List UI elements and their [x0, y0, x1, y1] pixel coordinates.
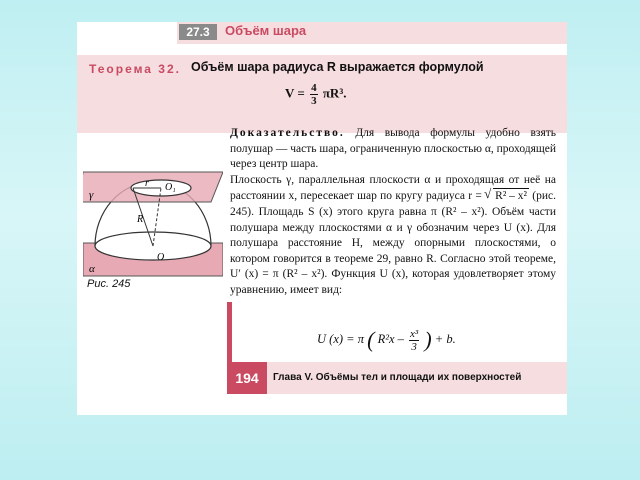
sqrt-expression: √ R² – x² [493, 188, 529, 205]
theorem-statement: Объём шара радиуса R выражается формулой [191, 60, 484, 74]
figure-caption: Рис. 245 [87, 278, 131, 290]
section-title: Объём шара [225, 23, 307, 38]
final-numerator: x³ [410, 327, 419, 340]
final-denominator: 3 [411, 340, 417, 353]
final-formula [317, 327, 456, 353]
formula-fraction [310, 82, 318, 107]
footer-accent-bar [227, 302, 232, 364]
formula-denominator: 3 [311, 95, 317, 107]
final-inner: R²x – [377, 331, 404, 346]
paren-close-icon: ) [424, 327, 432, 352]
formula-right: πR³. [322, 85, 347, 101]
label-o: O [157, 252, 165, 263]
proof-paragraph-1: Для вывода формулы удобно взять полушар — часть шара, ограниченную плоскостью α, проходящей через центр шара. [230, 127, 557, 171]
label-o1: O₁ [165, 182, 176, 193]
page-number: 194 [227, 362, 267, 394]
label-alpha: α [89, 263, 95, 275]
final-left: U (x) = π [317, 331, 364, 346]
proof-paragraph-2b: (рис. 245). Площадь S (x) этого круга равна π (R² – x²). Объём части полушара между плоскостями α и γ обозначим через U (x). Для полушара расстояние H, между опорными плоскостями, о котором говорится в теореме 29, равно R. Согласно этой теореме, U′ (x) = π (R² – x²). Функция U (x), которая удовлетворяет этому уравнению, имеет вид: [230, 190, 557, 296]
final-fraction [409, 328, 419, 353]
textbook-page [77, 22, 567, 415]
theorem-formula [285, 82, 346, 107]
paren-open-icon: ( [367, 327, 375, 352]
theorem-label: Теорема 32. [89, 62, 181, 76]
label-gamma: γ [89, 189, 94, 201]
hemisphere-figure [83, 168, 223, 278]
label-R: R [137, 214, 144, 225]
label-r: r [145, 178, 149, 189]
proof-text [230, 126, 556, 299]
final-right: + b. [434, 331, 456, 346]
formula-numerator: 4 [311, 82, 317, 94]
chapter-title: Глава V. Объёмы тел и площади их поверхностей [273, 372, 522, 383]
proof-heading: Доказательство. [230, 127, 345, 139]
proof-paragraph-2a: Плоскость γ, параллельная плоскости α и проходящая от неё на расстоянии x, пересекает шар по кругу радиуса r = [230, 173, 556, 203]
formula-left: V = [285, 85, 305, 101]
section-number: 27.3 [179, 24, 217, 40]
